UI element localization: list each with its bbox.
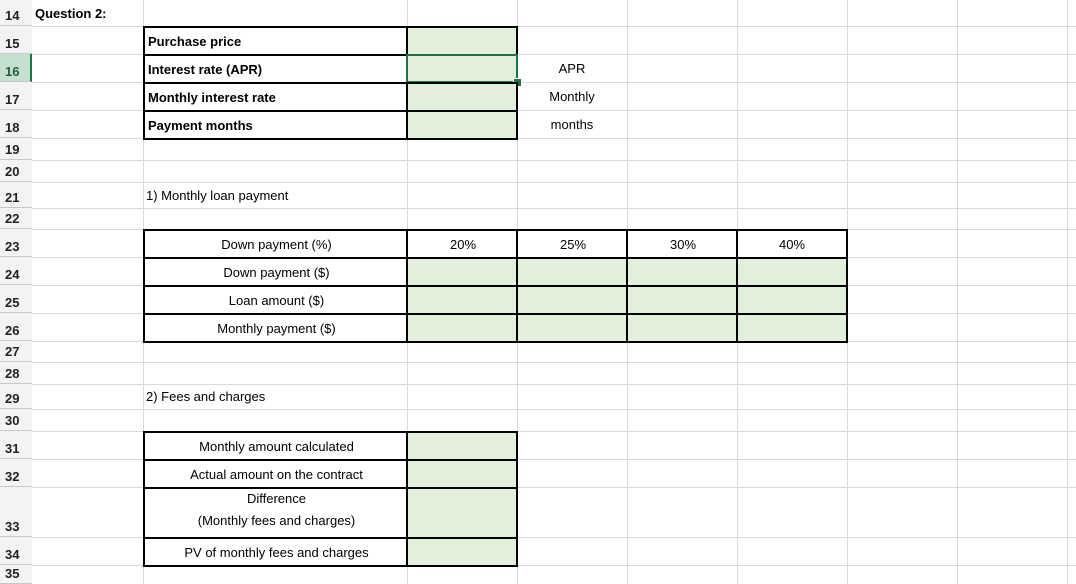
- label-monthly-amount-calculated[interactable]: Monthly amount calculated: [143, 431, 408, 460]
- row-header-17[interactable]: 17: [0, 82, 32, 110]
- row-header-31[interactable]: 31: [0, 431, 32, 459]
- gridline: [32, 208, 1076, 209]
- table-bottom-border: [143, 565, 518, 567]
- row-header-19[interactable]: 19: [0, 138, 32, 160]
- label-interest-rate[interactable]: Interest rate (APR): [143, 54, 408, 83]
- row-header-29[interactable]: 29: [0, 384, 32, 409]
- row-header-33[interactable]: 33: [0, 487, 32, 537]
- row-header-15[interactable]: 15: [0, 26, 32, 54]
- row-header-32[interactable]: 32: [0, 459, 32, 487]
- cell-monthly-payment-20[interactable]: [406, 313, 518, 343]
- cell-down-payment-20[interactable]: [406, 257, 518, 286]
- pct-20[interactable]: 20%: [406, 229, 518, 258]
- label-purchase-price[interactable]: Purchase price: [143, 26, 408, 55]
- row-header-18[interactable]: 18: [0, 110, 32, 138]
- label-payment-months[interactable]: Payment months: [143, 110, 408, 140]
- row-header-14[interactable]: 14: [0, 0, 32, 26]
- row-header-27[interactable]: 27: [0, 341, 32, 362]
- row-header-24[interactable]: 24: [0, 257, 32, 285]
- cell-loan-amount-40[interactable]: [736, 285, 848, 314]
- row-header-16[interactable]: 16: [0, 54, 32, 82]
- row-header-30[interactable]: 30: [0, 409, 32, 431]
- unit-monthly[interactable]: Monthly: [549, 88, 595, 104]
- row-header-35[interactable]: 35: [0, 565, 32, 584]
- question-label[interactable]: Question 2:: [35, 5, 107, 21]
- gridline: [32, 409, 1076, 410]
- cell-loan-amount-20[interactable]: [406, 285, 518, 314]
- gridline: [32, 362, 1076, 363]
- cell-monthly-amount-calculated[interactable]: [406, 431, 518, 460]
- gridline: [32, 160, 1076, 161]
- row-header-28[interactable]: 28: [0, 362, 32, 384]
- pct-40[interactable]: 40%: [736, 229, 848, 258]
- input-payment-months[interactable]: [406, 110, 518, 140]
- label-monthly-interest-rate[interactable]: Monthly interest rate: [143, 82, 408, 111]
- difference-line1: Difference: [246, 491, 306, 506]
- label-pv-fees[interactable]: PV of monthly fees and charges: [143, 537, 408, 566]
- row-header-23[interactable]: 23: [0, 229, 32, 257]
- section1-title[interactable]: 1) Monthly loan payment: [146, 187, 289, 203]
- row-header-26[interactable]: 26: [0, 313, 32, 341]
- label-difference[interactable]: [143, 487, 408, 538]
- cell-down-payment-40[interactable]: [736, 257, 848, 286]
- cell-monthly-payment-25[interactable]: [516, 313, 628, 343]
- pct-30[interactable]: 30%: [626, 229, 738, 258]
- row-header-21[interactable]: 21: [0, 182, 32, 208]
- section2-title[interactable]: 2) Fees and charges: [146, 389, 266, 404]
- label-down-payment-amt[interactable]: Down payment ($): [143, 257, 408, 286]
- row-header-20[interactable]: 20: [0, 160, 32, 182]
- gridline: [957, 0, 958, 584]
- cell-loan-amount-30[interactable]: [626, 285, 738, 314]
- difference-line2: (Monthly fees and charges): [197, 513, 356, 528]
- label-actual-amount-contract[interactable]: Actual amount on the contract: [143, 459, 408, 488]
- row-header-25[interactable]: 25: [0, 285, 32, 313]
- pct-25[interactable]: 25%: [516, 229, 628, 258]
- gridline: [1067, 0, 1068, 584]
- input-interest-rate[interactable]: [406, 54, 518, 83]
- cell-monthly-payment-30[interactable]: [626, 313, 738, 343]
- unit-months[interactable]: months: [550, 116, 594, 132]
- label-loan-amount[interactable]: Loan amount ($): [143, 285, 408, 314]
- unit-apr[interactable]: APR: [558, 60, 586, 76]
- cell-monthly-payment-40[interactable]: [736, 313, 848, 343]
- cell-pv-fees[interactable]: [406, 537, 518, 566]
- label-down-payment-pct[interactable]: Down payment (%): [143, 229, 408, 258]
- cell-difference[interactable]: [406, 487, 518, 538]
- label-monthly-payment[interactable]: Monthly payment ($): [143, 313, 408, 343]
- cell-actual-amount-contract[interactable]: [406, 459, 518, 488]
- row-header-22[interactable]: 22: [0, 208, 32, 229]
- input-purchase-price[interactable]: [406, 26, 518, 56]
- row-header-34[interactable]: 34: [0, 537, 32, 565]
- cell-loan-amount-25[interactable]: [516, 285, 628, 314]
- cell-down-payment-25[interactable]: [516, 257, 628, 286]
- cell-down-payment-30[interactable]: [626, 257, 738, 286]
- input-monthly-interest-rate[interactable]: [406, 82, 518, 111]
